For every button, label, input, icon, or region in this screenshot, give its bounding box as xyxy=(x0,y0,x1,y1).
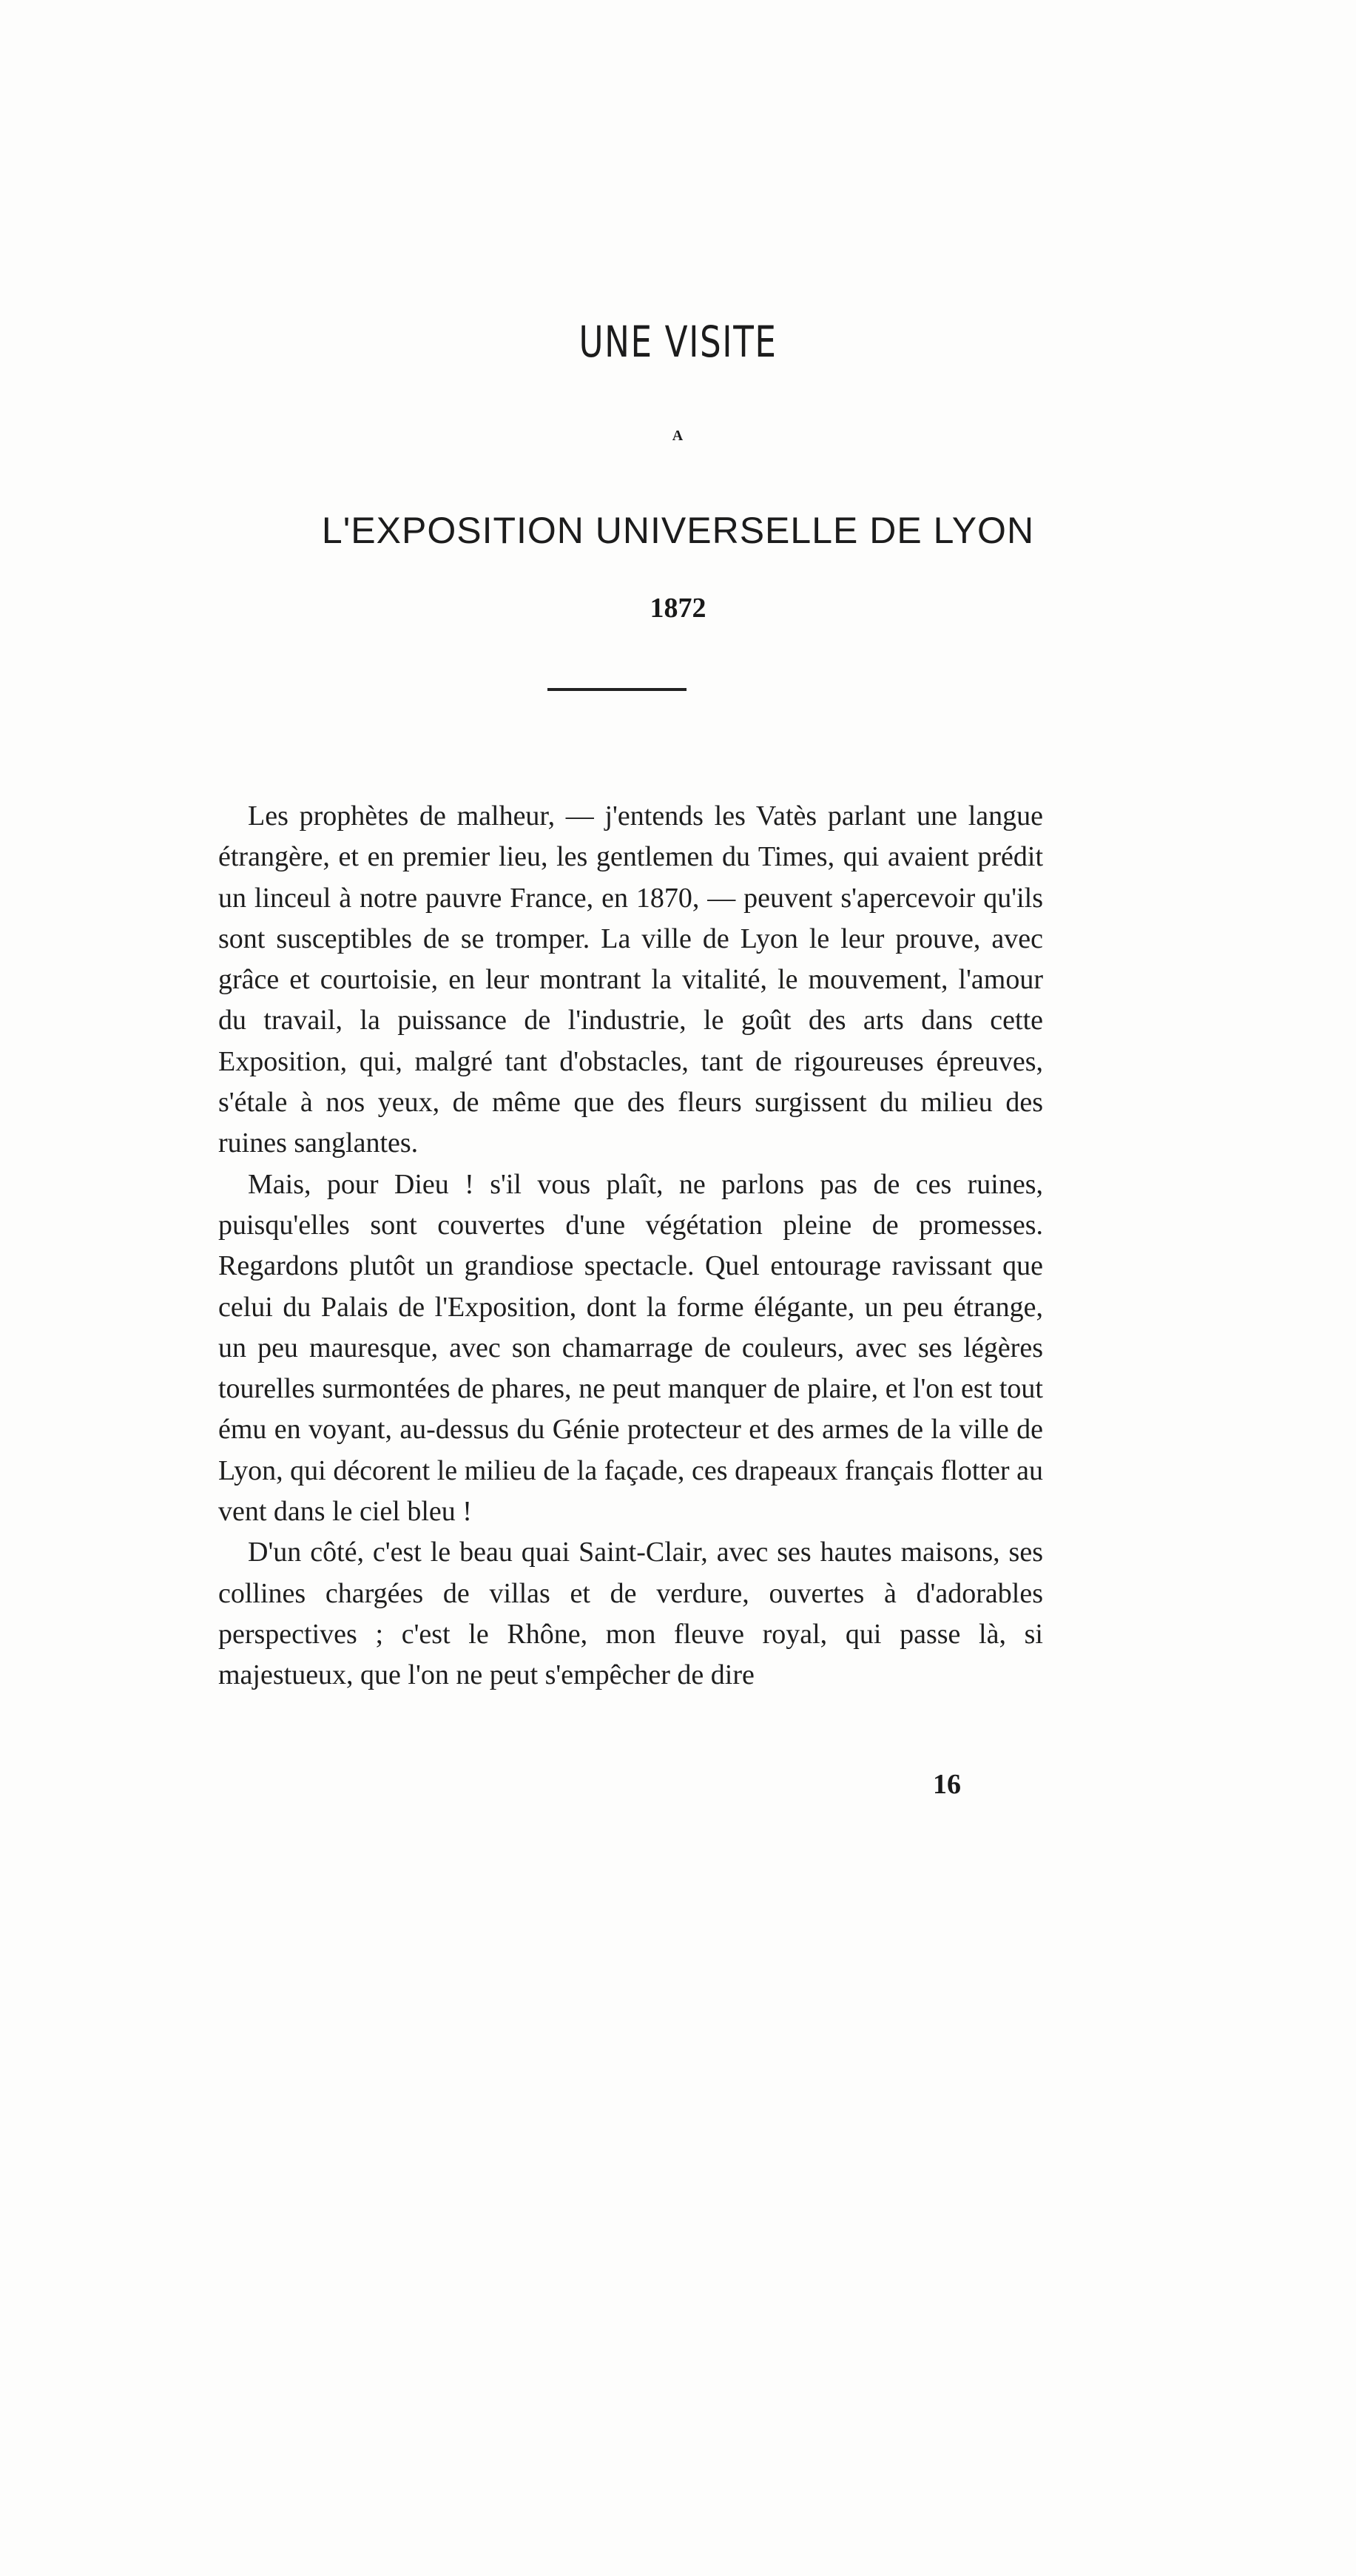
paragraph: Mais, pour Dieu ! s'il vous plaît, ne parlons pas de ces ruines, puisqu'elles sont couvertes d'une végétation pleine de promesses. Regardons plutôt un grandiose spectacle. Quel entourage ravissant que celui du Palais de l'Exposition, dont la forme élégante, un peu étrange, un peu mauresque, avec son chamarrage de couleurs, avec ses légères tourelles surmontées de phares, ne peut manquer de plaire, et l'on est tout ému en voyant, au-dessus du Génie protecteur et des armes de la ville de Lyon, qui décorent le milieu de la façade, ces drapeaux français flotter au vent dans le ciel bleu ! xyxy=(218,1168,1043,1528)
body-text xyxy=(218,796,1043,1696)
chapter-year: 1872 xyxy=(650,593,706,624)
chapter-title: UNE VISITE xyxy=(579,317,777,367)
paragraph: Les prophètes de malheur, — j'entends les Vatès parlant une langue étrangère, et en premier lieu, les gentlemen du Times, qui avaient prédit un linceul à notre pauvre France, en 1870, — peuvent s'apercevoir qu'ils sont susceptibles de se tromper. La ville de Lyon le leur prouve, avec grâce et courtoisie, en leur montrant la vitalité, le mouvement, l'amour du travail, la puissance de l'industrie, le goût des arts dans cette Exposition, qui, malgré tant d'obstacles, tant de rigoureuses épreuves, s'étale à nos yeux, de même que des fleurs surgissent du milieu des ruines sanglantes. xyxy=(218,800,1043,1159)
title-divider xyxy=(547,688,687,691)
paragraph: D'un côté, c'est le beau quai Saint-Clair, avec ses hautes maisons, ses collines chargées de villas et de verdure, ouvertes à d'adorables perspectives ; c'est le Rhône, mon fleuve royal, qui passe là, si majestueux, que l'on ne peut s'empêcher de dire xyxy=(218,1537,1043,1691)
chapter-subtitle: L'EXPOSITION UNIVERSELLE DE LYON xyxy=(321,510,1035,551)
title-connector: A xyxy=(672,428,684,444)
signature-number: 16 xyxy=(933,1769,961,1800)
